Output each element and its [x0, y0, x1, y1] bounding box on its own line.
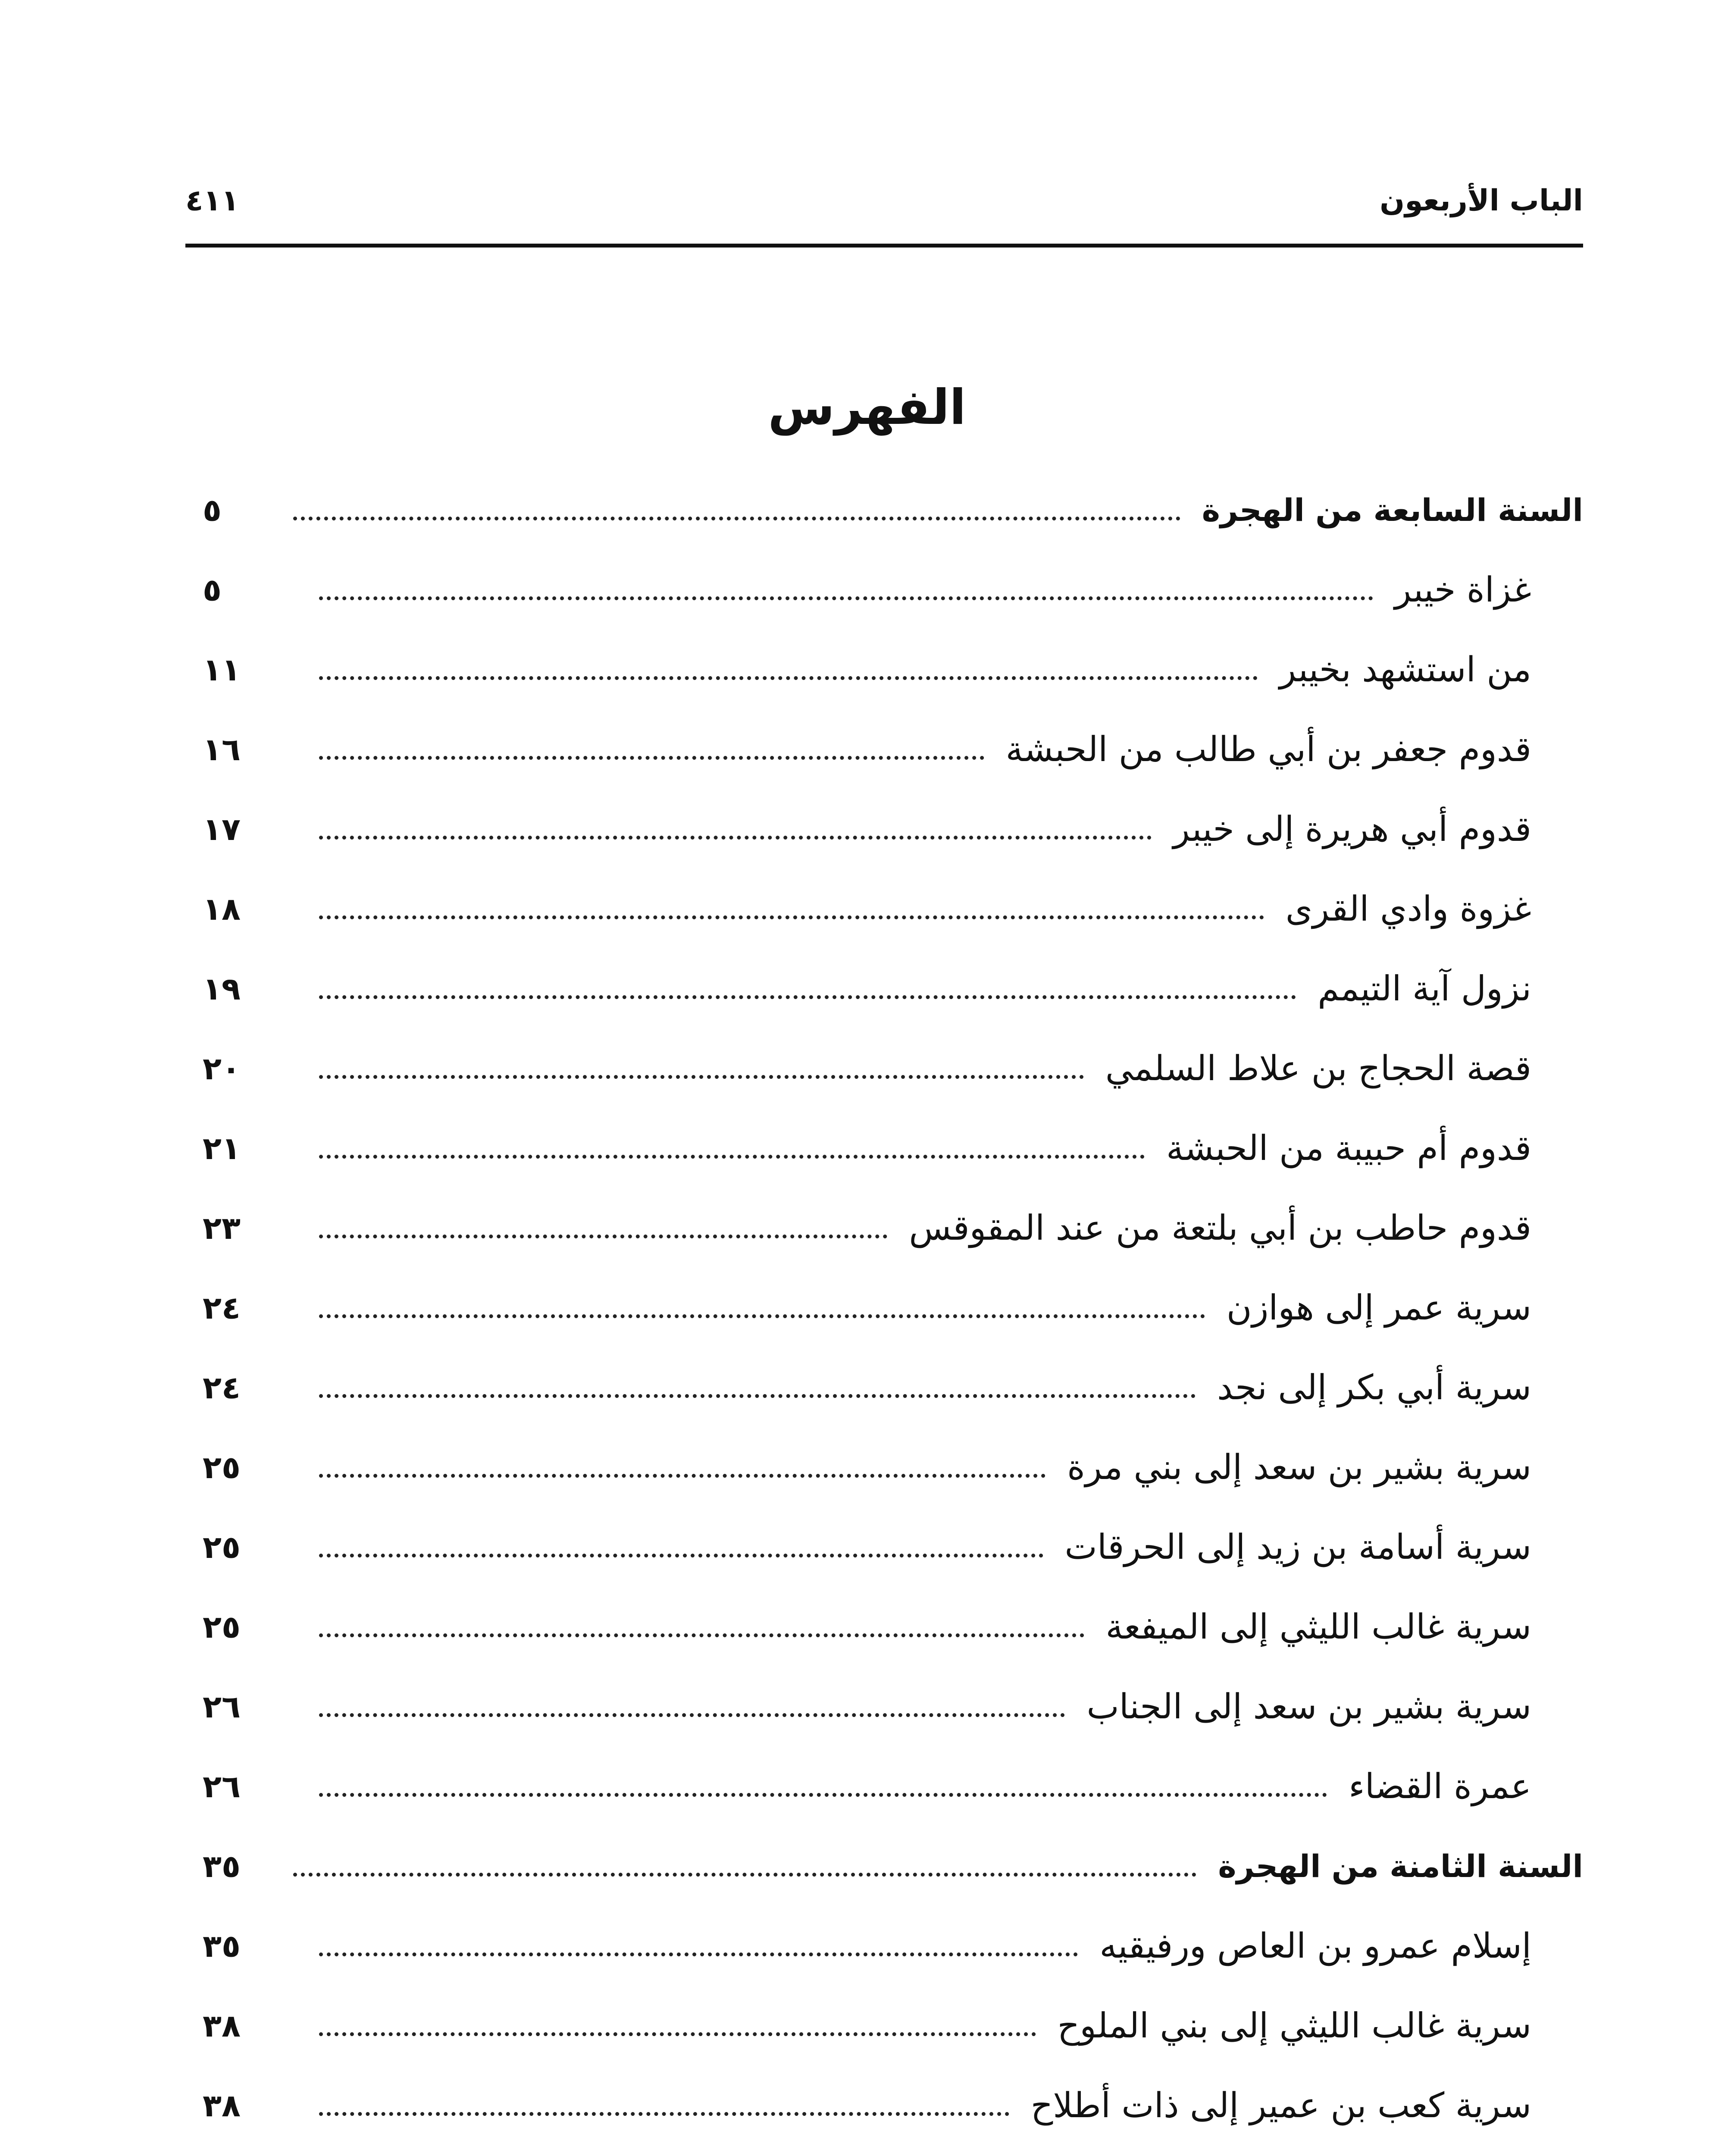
toc-entry-label: إسلام عمرو بن العاص ورفيقيه — [1099, 1926, 1531, 1966]
toc-entry-label: نزول آية التيمم — [1318, 968, 1531, 1009]
toc-page-number: ٢٤ — [203, 1289, 241, 1326]
dot-leader — [319, 915, 1264, 919]
toc-entry-label: قدوم حاطب بن أبي بلتعة من عند المقوقس — [909, 1208, 1531, 1248]
index-title: الفهرس — [768, 379, 966, 436]
toc-page-number: ٢٥ — [203, 1608, 241, 1645]
toc-entry-label: قدوم أبي هريرة إلى خيبر — [1173, 809, 1531, 849]
toc-entry — [203, 1906, 1583, 1986]
toc-entry — [203, 789, 1583, 869]
toc-page-number: ٢٦ — [203, 1688, 241, 1725]
dot-leader — [319, 836, 1152, 840]
toc-page-number: ٣٥ — [203, 1927, 241, 1964]
toc-page-number: ٢٠ — [203, 1050, 241, 1087]
toc-entry-label: سرية أبي بكر إلى نجد — [1217, 1367, 1531, 1407]
toc-entry — [203, 1746, 1583, 1826]
toc-entry-label: عمرة القضاء — [1349, 1766, 1531, 1806]
dot-leader — [319, 676, 1258, 680]
toc-entry-label: سرية بشير بن سعد إلى الجناب — [1086, 1686, 1531, 1727]
toc-entry — [203, 1348, 1583, 1427]
dot-leader — [293, 1873, 1196, 1877]
toc-entry — [203, 550, 1583, 630]
dot-leader — [319, 1075, 1084, 1079]
toc-entry — [203, 1268, 1583, 1348]
toc-page-number: ١١ — [203, 651, 241, 688]
dot-leader — [319, 1554, 1043, 1557]
running-header — [185, 170, 1583, 218]
toc-entry — [203, 1507, 1583, 1587]
dot-leader — [319, 756, 984, 760]
toc-page-number: ٢٣ — [203, 1210, 241, 1246]
toc-entry-label: السنة السابعة من الهجرة — [1202, 492, 1583, 528]
toc-page-number: ١٧ — [203, 811, 241, 847]
toc-entry-label: غزاة خيبر — [1394, 570, 1531, 610]
table-of-contents — [203, 470, 1583, 2156]
toc-entry-label: قدوم جعفر بن أبي طالب من الحبشة — [1005, 729, 1531, 769]
toc-entry-label: سرية بشير بن سعد إلى بني مرة — [1067, 1447, 1531, 1487]
page-number: ٤١١ — [185, 184, 239, 218]
toc-entry — [203, 1427, 1583, 1507]
dot-leader — [319, 1713, 1065, 1717]
toc-entry — [203, 1188, 1583, 1268]
toc-page-number: ٣٨ — [203, 2087, 241, 2124]
toc-entry-label: من استشهد بخيبر — [1279, 649, 1531, 689]
header-rule — [185, 244, 1583, 248]
dot-leader — [319, 1633, 1084, 1637]
toc-entry — [203, 630, 1583, 709]
dot-leader — [319, 1235, 887, 1238]
toc-entry — [203, 949, 1583, 1028]
toc-page-number: ١٦ — [203, 731, 241, 768]
toc-entry — [203, 1587, 1583, 1667]
dot-leader — [319, 1952, 1078, 1956]
toc-page-number: ٣٥ — [203, 1848, 241, 1884]
toc-entry-label: قصة الحجاج بن علاط السلمي — [1105, 1048, 1531, 1088]
toc-page-number: ٢٥ — [203, 1529, 241, 1565]
toc-entry-label: السنة الثامنة من الهجرة — [1218, 1848, 1583, 1884]
dot-leader — [319, 1474, 1045, 1478]
toc-entry — [203, 709, 1583, 789]
toc-page-number: ٢٦ — [203, 1768, 241, 1805]
dot-leader — [319, 2112, 1009, 2116]
toc-entry-label: غزوة وادي القرى — [1285, 889, 1531, 929]
toc-entry-label: سرية كعب بن عمير إلى ذات أطلاح — [1030, 2085, 1531, 2125]
toc-page-number: ١٩ — [203, 970, 241, 1007]
toc-page-number: ٢٥ — [203, 1449, 241, 1485]
toc-entry-label: قدوم أم حبيبة من الحبشة — [1166, 1128, 1531, 1168]
chapter-title: الباب الأربعون — [1380, 184, 1583, 218]
toc-page-number: ٢٤ — [203, 1369, 241, 1406]
toc-page-number: ٥ — [203, 492, 222, 528]
toc-section-heading — [203, 470, 1583, 550]
dot-leader — [319, 2032, 1036, 2036]
toc-entry — [203, 1667, 1583, 1746]
toc-entry-label: سرية غالب الليثي إلى الميفعة — [1105, 1607, 1531, 1647]
toc-entry — [203, 869, 1583, 949]
toc-section-heading — [203, 1826, 1583, 1906]
dot-leader — [319, 596, 1373, 600]
toc-page-number: ٣٨ — [203, 2007, 241, 2044]
dot-leader — [319, 1793, 1327, 1797]
dot-leader — [319, 1155, 1145, 1159]
dot-leader — [319, 1394, 1196, 1398]
dot-leader — [319, 1314, 1205, 1318]
toc-entry — [203, 2145, 1583, 2156]
toc-entry — [203, 1986, 1583, 2065]
toc-page-number: ١٨ — [203, 890, 241, 927]
toc-page-number: ٥ — [203, 571, 222, 608]
toc-entry — [203, 2065, 1583, 2145]
toc-entry — [203, 1108, 1583, 1188]
toc-page-number: ٢١ — [203, 1130, 241, 1166]
toc-entry-label: سرية أسامة بن زيد إلى الحرقات — [1064, 1527, 1531, 1567]
dot-leader — [319, 995, 1296, 999]
toc-entry — [203, 1028, 1583, 1108]
toc-entry-label: سرية غالب الليثي إلى بني الملوح — [1057, 2006, 1531, 2046]
dot-leader — [293, 517, 1180, 520]
toc-entry-label: سرية عمر إلى هوازن — [1226, 1288, 1531, 1328]
